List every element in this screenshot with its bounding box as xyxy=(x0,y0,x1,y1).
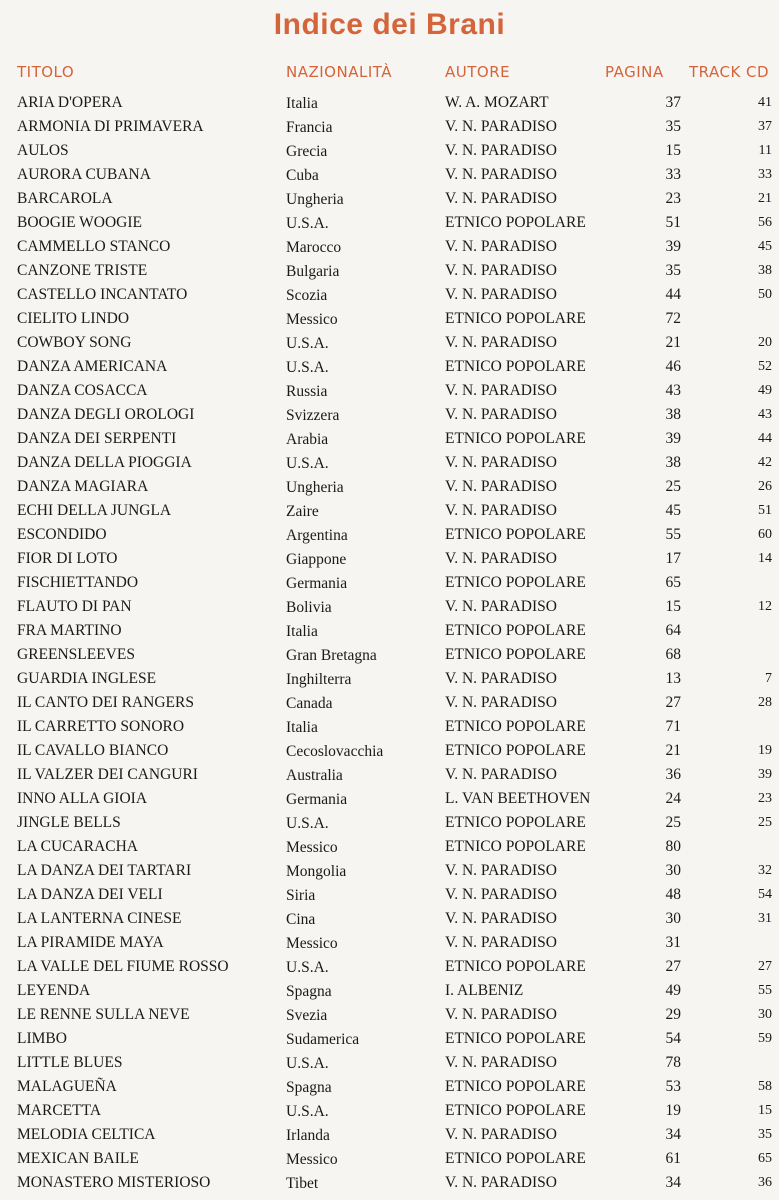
table-row xyxy=(0,715,779,739)
song-title: MEXICAN BAILE xyxy=(17,1150,139,1167)
song-author: L. VAN BEETHOVEN xyxy=(445,790,591,807)
song-nationality: Canada xyxy=(286,695,333,712)
song-nationality: Sudamerica xyxy=(286,1031,360,1048)
song-track: 36 xyxy=(758,1175,772,1190)
song-author: V. N. PARADISO xyxy=(445,934,557,951)
table-row xyxy=(0,163,779,187)
song-track: 35 xyxy=(758,1127,772,1142)
song-author: V. N. PARADISO xyxy=(445,670,557,687)
song-track: 19 xyxy=(758,743,772,758)
song-nationality: Mongolia xyxy=(286,863,347,880)
song-title: FLAUTO DI PAN xyxy=(17,598,132,615)
song-page: 17 xyxy=(665,550,681,567)
song-nationality: Irlanda xyxy=(286,1127,330,1144)
song-track: 41 xyxy=(758,95,772,110)
song-author: V. N. PARADISO xyxy=(445,1174,557,1191)
song-page: 43 xyxy=(665,382,681,399)
song-title: ESCONDIDO xyxy=(17,526,107,543)
song-nationality: U.S.A. xyxy=(286,455,329,472)
song-nationality: Cuba xyxy=(286,167,319,184)
song-author: V. N. PARADISO xyxy=(445,502,557,519)
song-track: 28 xyxy=(758,695,772,710)
song-nationality: Italia xyxy=(286,95,318,112)
song-track: 20 xyxy=(758,335,772,350)
song-title: DANZA DELLA PIOGGIA xyxy=(17,454,192,471)
song-nationality: U.S.A. xyxy=(286,1055,329,1072)
song-page: 54 xyxy=(665,1030,681,1047)
song-author: V. N. PARADISO xyxy=(445,910,557,927)
song-author: ETNICO POPOLARE xyxy=(445,526,586,543)
song-nationality: Inghilterra xyxy=(286,671,352,688)
song-title: LA DANZA DEI TARTARI xyxy=(17,862,192,879)
song-page: 33 xyxy=(665,166,681,183)
song-title: ARMONIA DI PRIMAVERA xyxy=(17,118,204,135)
song-nationality: Germania xyxy=(286,791,348,808)
song-track: 21 xyxy=(758,191,772,206)
table-row xyxy=(0,787,779,811)
song-page: 46 xyxy=(665,358,681,375)
song-author: V. N. PARADISO xyxy=(445,766,557,783)
song-track: 45 xyxy=(758,239,772,254)
song-page: 80 xyxy=(665,838,681,855)
table-row xyxy=(0,307,779,331)
song-nationality: Bolivia xyxy=(286,599,332,616)
song-track: 23 xyxy=(758,791,772,806)
song-track: 44 xyxy=(758,431,772,446)
table-row xyxy=(0,859,779,883)
table-row xyxy=(0,427,779,451)
song-nationality: Gran Bretagna xyxy=(286,647,377,664)
song-nationality: U.S.A. xyxy=(286,215,329,232)
song-author: ETNICO POPOLARE xyxy=(445,742,586,759)
song-track: 58 xyxy=(758,1079,772,1094)
song-author: ETNICO POPOLARE xyxy=(445,430,586,447)
column-header-pagina: PAGINA xyxy=(605,63,664,81)
table-row xyxy=(0,115,779,139)
song-author: V. N. PARADISO xyxy=(445,406,557,423)
song-page: 15 xyxy=(665,598,681,615)
song-track: 7 xyxy=(765,671,772,686)
song-track: 60 xyxy=(758,527,772,542)
song-author: ETNICO POPOLARE xyxy=(445,1030,586,1047)
song-page: 35 xyxy=(665,118,681,135)
song-track: 32 xyxy=(758,863,772,878)
song-nationality: Ungheria xyxy=(286,191,344,208)
table-row xyxy=(0,1003,779,1027)
song-title: ECHI DELLA JUNGLA xyxy=(17,502,172,519)
song-index-table xyxy=(0,91,779,1195)
song-nationality: Scozia xyxy=(286,287,328,304)
song-page: 51 xyxy=(665,214,681,231)
song-title: IL CARRETTO SONORO xyxy=(17,718,185,735)
song-author: V. N. PARADISO xyxy=(445,166,557,183)
song-track: 12 xyxy=(758,599,772,614)
column-header-nazionalita: NAZIONALITÀ xyxy=(286,63,393,81)
table-row xyxy=(0,763,779,787)
song-author: V. N. PARADISO xyxy=(445,1006,557,1023)
song-title: LA DANZA DEI VELI xyxy=(17,886,163,903)
song-title: INNO ALLA GIOIA xyxy=(17,790,148,807)
song-author: V. N. PARADISO xyxy=(445,598,557,615)
song-author: ETNICO POPOLARE xyxy=(445,1150,586,1167)
table-row xyxy=(0,691,779,715)
song-author: V. N. PARADISO xyxy=(445,478,557,495)
song-page: 19 xyxy=(665,1102,681,1119)
song-title: AULOS xyxy=(17,142,69,159)
song-author: ETNICO POPOLARE xyxy=(445,622,586,639)
song-nationality: U.S.A. xyxy=(286,335,329,352)
song-title: MELODIA CELTICA xyxy=(17,1126,156,1143)
song-author: W. A. MOZART xyxy=(445,94,549,111)
song-track: 26 xyxy=(758,479,772,494)
song-author: V. N. PARADISO xyxy=(445,238,557,255)
song-author: V. N. PARADISO xyxy=(445,862,557,879)
song-author: ETNICO POPOLARE xyxy=(445,814,586,831)
song-author: V. N. PARADISO xyxy=(445,694,557,711)
song-title: CIELITO LINDO xyxy=(17,310,130,327)
song-track: 39 xyxy=(758,767,772,782)
song-nationality: Spagna xyxy=(286,983,332,1000)
song-nationality: Argentina xyxy=(286,527,348,544)
table-row xyxy=(0,499,779,523)
table-row xyxy=(0,187,779,211)
song-page: 39 xyxy=(665,430,681,447)
table-row xyxy=(0,1027,779,1051)
song-author: ETNICO POPOLARE xyxy=(445,214,586,231)
table-row xyxy=(0,139,779,163)
song-author: V. N. PARADISO xyxy=(445,334,557,351)
song-track: 14 xyxy=(758,551,772,566)
song-title: FRA MARTINO xyxy=(17,622,122,639)
table-row xyxy=(0,595,779,619)
song-author: V. N. PARADISO xyxy=(445,118,557,135)
song-nationality: Tibet xyxy=(286,1175,319,1192)
song-page: 71 xyxy=(665,718,681,735)
song-nationality: U.S.A. xyxy=(286,359,329,376)
song-nationality: Spagna xyxy=(286,1079,332,1096)
song-page: 24 xyxy=(665,790,681,807)
table-row xyxy=(0,547,779,571)
song-track: 51 xyxy=(758,503,772,518)
song-track: 33 xyxy=(758,167,772,182)
song-nationality: Svizzera xyxy=(286,407,340,424)
song-title: DANZA COSACCA xyxy=(17,382,148,399)
song-author: V. N. PARADISO xyxy=(445,886,557,903)
song-author: V. N. PARADISO xyxy=(445,382,557,399)
song-page: 30 xyxy=(665,910,681,927)
table-row xyxy=(0,1051,779,1075)
song-author: V. N. PARADISO xyxy=(445,1054,557,1071)
table-row xyxy=(0,739,779,763)
song-track: 37 xyxy=(758,119,772,134)
song-title: JINGLE BELLS xyxy=(17,814,121,831)
song-page: 44 xyxy=(665,286,681,303)
table-row xyxy=(0,1123,779,1147)
song-page: 27 xyxy=(665,694,681,711)
table-row xyxy=(0,667,779,691)
song-nationality: Messico xyxy=(286,839,338,856)
song-track: 15 xyxy=(758,1103,772,1118)
table-row xyxy=(0,211,779,235)
table-row xyxy=(0,1099,779,1123)
song-nationality: U.S.A. xyxy=(286,815,329,832)
song-nationality: Cecoslovacchia xyxy=(286,743,384,760)
song-page: 64 xyxy=(665,622,681,639)
song-author: ETNICO POPOLARE xyxy=(445,646,586,663)
song-title: DANZA AMERICANA xyxy=(17,358,168,375)
song-track: 25 xyxy=(758,815,772,830)
song-title: LIMBO xyxy=(17,1030,67,1047)
song-title: DANZA DEGLI OROLOGI xyxy=(17,406,195,423)
table-row xyxy=(0,259,779,283)
song-title: BARCAROLA xyxy=(17,190,113,207)
song-track: 55 xyxy=(758,983,772,998)
table-row xyxy=(0,883,779,907)
song-track: 42 xyxy=(758,455,772,470)
table-row xyxy=(0,451,779,475)
song-page: 34 xyxy=(665,1174,681,1191)
table-row xyxy=(0,619,779,643)
song-track: 11 xyxy=(758,143,772,158)
song-nationality: Giappone xyxy=(286,551,347,568)
song-nationality: Svezia xyxy=(286,1007,328,1024)
song-author: ETNICO POPOLARE xyxy=(445,574,586,591)
song-page: 55 xyxy=(665,526,681,543)
table-row xyxy=(0,907,779,931)
table-row xyxy=(0,571,779,595)
song-title: LEYENDA xyxy=(17,982,91,999)
table-row xyxy=(0,811,779,835)
song-title: AURORA CUBANA xyxy=(17,166,151,183)
song-track: 49 xyxy=(758,383,772,398)
song-page: 25 xyxy=(665,478,681,495)
column-header-autore: AUTORE xyxy=(445,63,511,81)
song-author: V. N. PARADISO xyxy=(445,190,557,207)
song-author: V. N. PARADISO xyxy=(445,454,557,471)
song-title: MALAGUEÑA xyxy=(17,1078,117,1095)
song-page: 15 xyxy=(665,142,681,159)
song-title: IL CANTO DEI RANGERS xyxy=(17,694,194,711)
table-row xyxy=(0,523,779,547)
song-page: 38 xyxy=(665,454,681,471)
table-row xyxy=(0,1075,779,1099)
song-nationality: Germania xyxy=(286,575,348,592)
song-track: 50 xyxy=(758,287,772,302)
table-row xyxy=(0,355,779,379)
song-nationality: Italia xyxy=(286,719,318,736)
song-track: 31 xyxy=(758,911,772,926)
song-track: 54 xyxy=(758,887,772,902)
song-track: 52 xyxy=(758,359,772,374)
song-author: V. N. PARADISO xyxy=(445,1126,557,1143)
song-page: 78 xyxy=(665,1054,681,1071)
song-title: LA CUCARACHA xyxy=(17,838,139,855)
song-author: V. N. PARADISO xyxy=(445,142,557,159)
column-header-track-cd: TRACK CD xyxy=(689,63,770,81)
song-nationality: Australia xyxy=(286,767,343,784)
song-track: 59 xyxy=(758,1031,772,1046)
table-row xyxy=(0,1147,779,1171)
song-page: 36 xyxy=(665,766,681,783)
table-row xyxy=(0,979,779,1003)
song-title: LE RENNE SULLA NEVE xyxy=(17,1006,190,1023)
song-title: COWBOY SONG xyxy=(17,334,132,351)
song-page: 61 xyxy=(665,1150,681,1167)
song-nationality: Messico xyxy=(286,1151,338,1168)
song-title: CAMMELLO STANCO xyxy=(17,238,171,255)
table-row xyxy=(0,475,779,499)
song-title: DANZA DEI SERPENTI xyxy=(17,430,177,447)
song-author: V. N. PARADISO xyxy=(445,262,557,279)
table-row xyxy=(0,403,779,427)
table-row xyxy=(0,379,779,403)
song-title: FISCHIETTANDO xyxy=(17,574,139,591)
song-title: ARIA D'OPERA xyxy=(17,94,123,111)
page-title: Indice dei Brani xyxy=(273,8,506,41)
song-title: MARCETTA xyxy=(17,1102,102,1119)
song-title: IL CAVALLO BIANCO xyxy=(17,742,169,759)
table-row xyxy=(0,235,779,259)
song-page: 21 xyxy=(665,334,681,351)
table-row xyxy=(0,955,779,979)
table-row xyxy=(0,1171,779,1195)
song-title: CASTELLO INCANTATO xyxy=(17,286,188,303)
song-nationality: Russia xyxy=(286,383,328,400)
table-row xyxy=(0,643,779,667)
song-page: 37 xyxy=(665,94,681,111)
song-title: LA PIRAMIDE MAYA xyxy=(17,934,164,951)
song-nationality: Italia xyxy=(286,623,318,640)
song-nationality: Ungheria xyxy=(286,479,344,496)
song-nationality: Grecia xyxy=(286,143,328,160)
song-title: DANZA MAGIARA xyxy=(17,478,149,495)
song-author: ETNICO POPOLARE xyxy=(445,838,586,855)
song-page: 45 xyxy=(665,502,681,519)
song-page: 49 xyxy=(665,982,681,999)
song-title: LA LANTERNA CINESE xyxy=(17,910,182,927)
song-page: 23 xyxy=(665,190,681,207)
song-page: 34 xyxy=(665,1126,681,1143)
song-track: 27 xyxy=(758,959,772,974)
song-page: 25 xyxy=(665,814,681,831)
column-header-titolo: TITOLO xyxy=(17,63,75,81)
table-row xyxy=(0,91,779,115)
table-row xyxy=(0,835,779,859)
song-author: ETNICO POPOLARE xyxy=(445,310,586,327)
song-track: 56 xyxy=(758,215,772,230)
song-track: 43 xyxy=(758,407,772,422)
song-author: ETNICO POPOLARE xyxy=(445,1078,586,1095)
song-nationality: Marocco xyxy=(286,239,342,256)
song-nationality: Bulgaria xyxy=(286,263,340,280)
song-nationality: U.S.A. xyxy=(286,959,329,976)
song-page: 39 xyxy=(665,238,681,255)
song-nationality: Cina xyxy=(286,911,316,928)
song-track: 65 xyxy=(758,1151,772,1166)
song-nationality: U.S.A. xyxy=(286,1103,329,1120)
song-author: ETNICO POPOLARE xyxy=(445,358,586,375)
song-author: V. N. PARADISO xyxy=(445,550,557,567)
song-nationality: Francia xyxy=(286,119,333,136)
song-author: ETNICO POPOLARE xyxy=(445,958,586,975)
song-nationality: Zaire xyxy=(286,503,319,520)
song-title: MONASTERO MISTERIOSO xyxy=(17,1174,211,1191)
song-nationality: Messico xyxy=(286,935,338,952)
song-title: CANZONE TRISTE xyxy=(17,262,148,279)
song-author: ETNICO POPOLARE xyxy=(445,718,586,735)
song-author: I. ALBENIZ xyxy=(445,982,524,999)
song-author: ETNICO POPOLARE xyxy=(445,1102,586,1119)
song-page: 68 xyxy=(665,646,681,663)
song-page: 48 xyxy=(665,886,681,903)
song-page: 31 xyxy=(665,934,681,951)
song-title: IL VALZER DEI CANGURI xyxy=(17,766,198,783)
song-page: 27 xyxy=(665,958,681,975)
song-page: 21 xyxy=(665,742,681,759)
song-nationality: Arabia xyxy=(286,431,329,448)
song-title: LITTLE BLUES xyxy=(17,1054,123,1071)
song-title: BOOGIE WOOGIE xyxy=(17,214,142,231)
song-nationality: Siria xyxy=(286,887,316,904)
song-page: 30 xyxy=(665,862,681,879)
song-nationality: Messico xyxy=(286,311,338,328)
song-track: 30 xyxy=(758,1007,772,1022)
table-row xyxy=(0,331,779,355)
song-page: 29 xyxy=(665,1006,681,1023)
song-title: GREENSLEEVES xyxy=(17,646,135,663)
song-page: 65 xyxy=(665,574,681,591)
song-page: 38 xyxy=(665,406,681,423)
song-title: LA VALLE DEL FIUME ROSSO xyxy=(17,958,229,975)
song-page: 35 xyxy=(665,262,681,279)
song-page: 13 xyxy=(665,670,681,687)
song-title: GUARDIA INGLESE xyxy=(17,670,157,687)
song-title: FIOR DI LOTO xyxy=(17,550,118,567)
table-row xyxy=(0,283,779,307)
table-row xyxy=(0,931,779,955)
song-track: 38 xyxy=(758,263,772,278)
song-page: 72 xyxy=(665,310,681,327)
song-page: 53 xyxy=(665,1078,681,1095)
song-author: V. N. PARADISO xyxy=(445,286,557,303)
